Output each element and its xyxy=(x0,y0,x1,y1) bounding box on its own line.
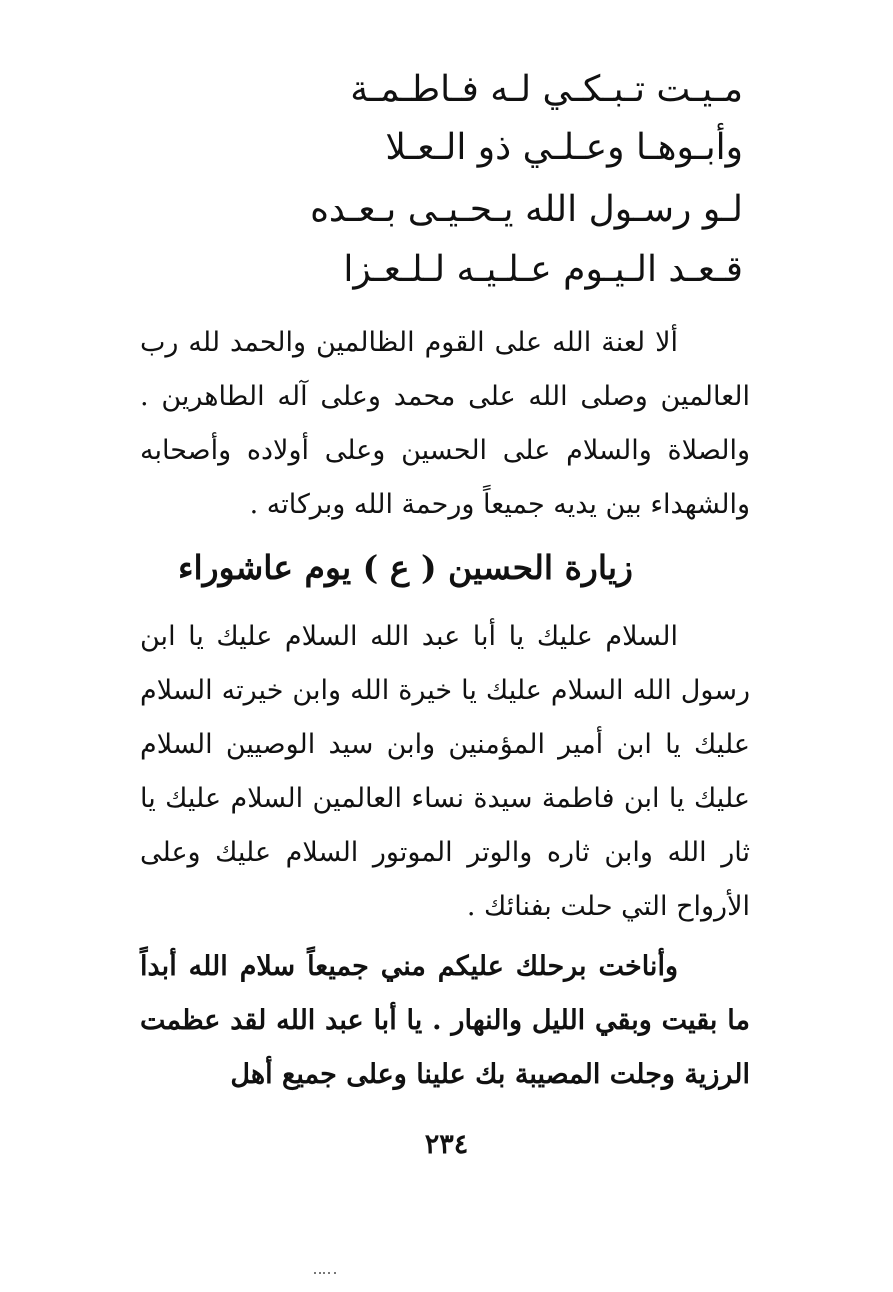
ziyara-paragraph-2: وأناخت برحلك عليكم مني جميعاً سلام الله أبداً ما بقيت وبقي الليل والنهار . يا أبا عبد الله لقد عظمت الرزية وجلت المصيبة بك علينا وعلى جميع أهل xyxy=(140,951,750,1090)
ziyara-paragraph-block-2 xyxy=(140,940,750,1102)
ziyara-paragraph-block-1 xyxy=(140,610,750,934)
poem-line-4: قـعـد الـيـوم عـلـيـه لـلـعـزا xyxy=(343,249,743,290)
closing-paragraph-block xyxy=(140,316,750,532)
closing-paragraph: ألا لعنة الله على القوم الظالمين والحمد لله رب العالمين وصلى الله على محمد وعلى آله الطاهرين . والصلاة والسلام على الحسين وعلى أولاده وأصحابه والشهداء بين يديه جميعاً ورحمة الله وبركاته . xyxy=(140,327,750,520)
scan-artifact xyxy=(312,1270,342,1276)
poem-line-2: وأبـوهـا وعـلـي ذو الـعـلا xyxy=(385,127,743,168)
poem-line-3: لـو رسـول الله يـحـيـى بـعـده xyxy=(310,189,743,230)
page-number: ٢٣٤ xyxy=(424,1129,469,1160)
section-heading: زيارة الحسين ( ع ) يوم عاشوراء xyxy=(177,548,633,587)
ziyara-paragraph-1: السلام عليك يا أبا عبد الله السلام عليك يا ابن رسول الله السلام عليك يا خيرة الله وابن خيرته السلام عليك يا ابن أمير المؤمنين وابن سيد الوصيين السلام عليك يا ابن فاطمة سيدة نساء العالمين السلام عليك يا ثار الله وابن ثاره والوتر الموتور السلام عليك وعلى الأرواح التي حلت بفنائك . xyxy=(140,621,750,922)
poem-line-1: مـيـت تـبـكـي لـه فـاطـمـة xyxy=(350,69,743,110)
